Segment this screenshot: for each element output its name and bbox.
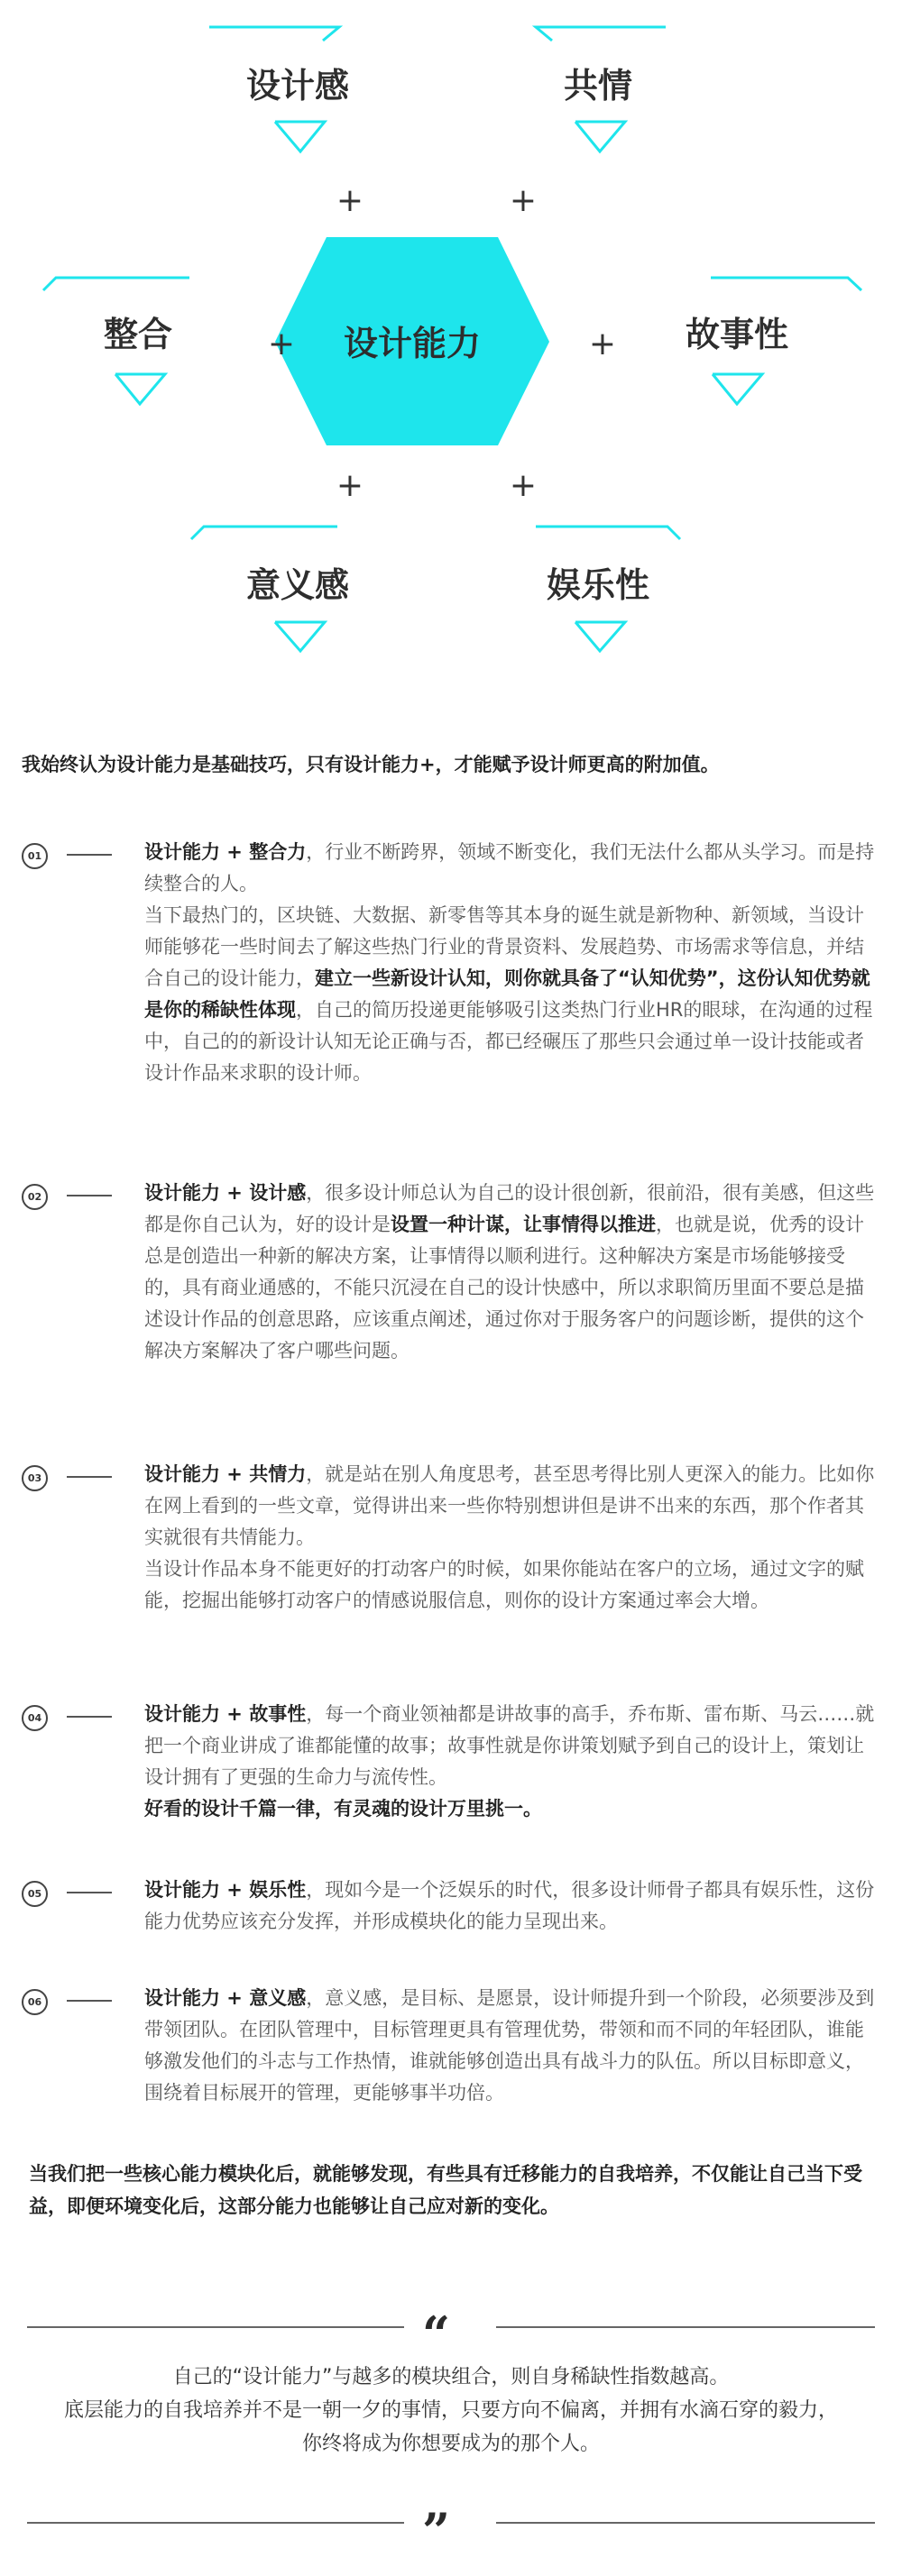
item-divider-dash <box>67 854 112 856</box>
item-body <box>144 1459 879 1617</box>
triangle-outline-top <box>536 527 680 539</box>
item-body <box>144 837 879 1089</box>
item-divider-dash <box>67 1716 112 1718</box>
quote-line: 底层能力的自我培养并不是一朝一夕的事情，只要方向不偏离，并拥有水滴石穿的毅力， <box>63 2399 838 2422</box>
triangle-outline-bottom <box>713 374 762 404</box>
summary-text: 当我们把一些核心能力模块化后，就能够发现，有些具有迁移能力的自我培养，不仅能让自己当下受益，即便环境变化后，这部分能力也能够让自己应对新的变化。 <box>29 2163 862 2217</box>
body-text: ，很多设计师总认为自己的设计很创新，很前沿，很有美感，但这些都是你自己认为，好的设计是 <box>144 1182 875 1235</box>
emphasis-text: 设置一种计谋，让事情得以推进 <box>391 1214 656 1235</box>
plus-sign: + <box>588 325 617 362</box>
triangle-outline-top <box>191 527 337 539</box>
triangle-outline-bottom <box>115 374 165 404</box>
quote-divider-left <box>27 2326 404 2328</box>
quote-line: 自己的“设计能力”与越多的模块组合，则自身稀缺性指数越高。 <box>172 2366 730 2388</box>
triangle-outline-bottom <box>275 622 325 651</box>
body-text: ，意义感，是目标、是愿景，设计师提升到一个阶段，必须要涉及到带领团队。在团队管理中，目标管理更具有管理优势，带领和而不同的年轻团队，谁能够激发他们的斗志与工作热情，谁就能够创造出具有战斗力的队伍。所以目标即意义，围绕着目标展开的管理，更能够事半功倍。 <box>144 1987 875 2104</box>
item-body <box>144 1875 879 1938</box>
body-text: 当下最热门的，区块链、大数据、新零售等其本身的诞生就是新物种、新领域，当设计师能够花一些时间去了解这些热门行业的背景资料、发展趋势、市场需求等信息，并结合自己的设计能力， <box>144 904 864 989</box>
item-divider-dash <box>67 1892 112 1893</box>
item-divider-dash <box>67 1476 112 1478</box>
node-top-right <box>536 27 666 151</box>
node-label-entertainment: 娱乐性 <box>546 565 650 605</box>
triangle-outline-bottom <box>575 122 625 151</box>
triangle-outline-top <box>209 27 339 41</box>
node-top-left <box>209 27 349 151</box>
node-label-design-sense: 设计感 <box>245 66 350 105</box>
emphasis-text: 设计能力 + 故事性 <box>144 1703 307 1725</box>
quote-line: 你终将成为你想要成为的那个人。 <box>301 2433 600 2455</box>
body-text: 当设计作品本身不能更好的打动客户的时候，如果你能站在客户的立场，通过文字的赋能，挖掘出能够打动客户的情感说服信息，则你的设计方案通过率会大增。 <box>144 1558 864 1611</box>
node-bottom-right <box>536 527 680 651</box>
body-text: ，也就是说，优秀的设计总是创造出一种新的解决方案，让事情得以顺利进行。这种解决方案是市场能够接受的，具有商业通感的，不能只沉浸在自己的设计快感中，所以求职简历里面不要总是描述设计作品的创意思路，应该重点阐述，通过你对于服务客户的问题诊断，提供的这个解决方案解决了客户哪些问题。 <box>144 1214 864 1361</box>
quote-divider-left <box>27 2522 404 2524</box>
body-text: ，就是站在别人角度思考，甚至思考得比别人更深入的能力。比如你在网上看到的一些文章，觉得讲出来一些你特别想讲但是讲不出来的东西，那个作者其实就很有共情能力。 <box>144 1463 875 1548</box>
emphasis-text: 设计能力 + 共情力 <box>144 1463 307 1485</box>
emphasis-text: 建立一些新设计认知，则你就具备了“认知优势”，这份认知优势就是你的稀缺性体现 <box>144 967 870 1021</box>
quote-divider-right <box>496 2326 875 2328</box>
plus-sign: + <box>336 467 364 504</box>
triangle-outline-bottom <box>275 122 325 151</box>
body-text: ，每一个商业领袖都是讲故事的高手，乔布斯、雷布斯、马云……就把一个商业讲成了谁都能懂的故事；故事性就是你讲策划赋予到自己的设计上，策划让设计拥有了更强的生命力与流传性。 <box>144 1703 875 1788</box>
triangle-outline-top <box>711 278 861 290</box>
body-text: ，现如今是一个泛娱乐的时代，很多设计师骨子都具有娱乐性，这份能力优势应该充分发挥，并形成模块化的能力呈现出来。 <box>144 1879 875 1932</box>
item-number-badge: 03 <box>22 1465 48 1491</box>
emphasis-text: 设计能力 + 娱乐性 <box>144 1879 307 1901</box>
node-mid-left <box>43 278 189 404</box>
item-number-badge: 05 <box>22 1881 48 1907</box>
node-label-meaning: 意义感 <box>245 565 350 605</box>
plus-sign: + <box>336 182 364 219</box>
center-node <box>275 237 549 445</box>
center-label: 设计能力 <box>343 324 482 363</box>
plus-sign: + <box>267 325 296 362</box>
emphasis-text: 设计能力 + 整合力 <box>144 841 307 863</box>
triangle-outline-top <box>43 278 189 290</box>
item-body <box>144 1699 879 1825</box>
node-bottom-left <box>191 527 349 651</box>
quote-divider-right <box>496 2522 875 2524</box>
item-number-badge: 04 <box>22 1705 48 1731</box>
plus-sign: + <box>509 182 538 219</box>
item-divider-dash <box>67 2000 112 2002</box>
emphasis-text: 设计能力 + 意义感 <box>144 1987 307 2009</box>
item-number-badge: 02 <box>22 1184 48 1210</box>
body-text: ，自己的简历投递更能够吸引这类热门行业HR的眼球，在沟通的过程中，自己的的新设计认知无论正确与否，都已经碾压了那些只会通过单一设计技能或者设计作品来求职的设计师。 <box>144 999 873 1084</box>
open-quote-icon: “ <box>422 2306 451 2363</box>
emphasis-text: 设计能力 + 设计感 <box>144 1182 307 1204</box>
node-mid-right <box>686 278 861 404</box>
item-divider-dash <box>67 1195 112 1196</box>
body-text: ，行业不断跨界，领域不断变化，我们无法什么都从头学习。而是持续整合的人。 <box>144 841 875 894</box>
design-ability-diagram <box>0 0 902 685</box>
node-label-integration: 整合 <box>103 315 173 354</box>
triangle-outline-top <box>536 27 666 41</box>
node-label-storytelling: 故事性 <box>685 315 789 354</box>
node-label-empathy: 共情 <box>563 66 633 105</box>
item-body <box>144 1983 879 2109</box>
item-number-badge: 01 <box>22 843 48 869</box>
intro-text: 我始终认为设计能力是基础技巧，只有设计能力+，才能赋予设计师更高的附加值。 <box>22 754 720 775</box>
item-number-badge: 06 <box>22 1989 48 2015</box>
triangle-outline-bottom <box>575 622 625 651</box>
emphasis-text: 好看的设计千篇一律，有灵魂的设计万里挑一。 <box>144 1798 542 1820</box>
close-quote-icon: ” <box>422 2502 451 2560</box>
item-body <box>144 1178 879 1367</box>
plus-sign: + <box>509 467 538 504</box>
